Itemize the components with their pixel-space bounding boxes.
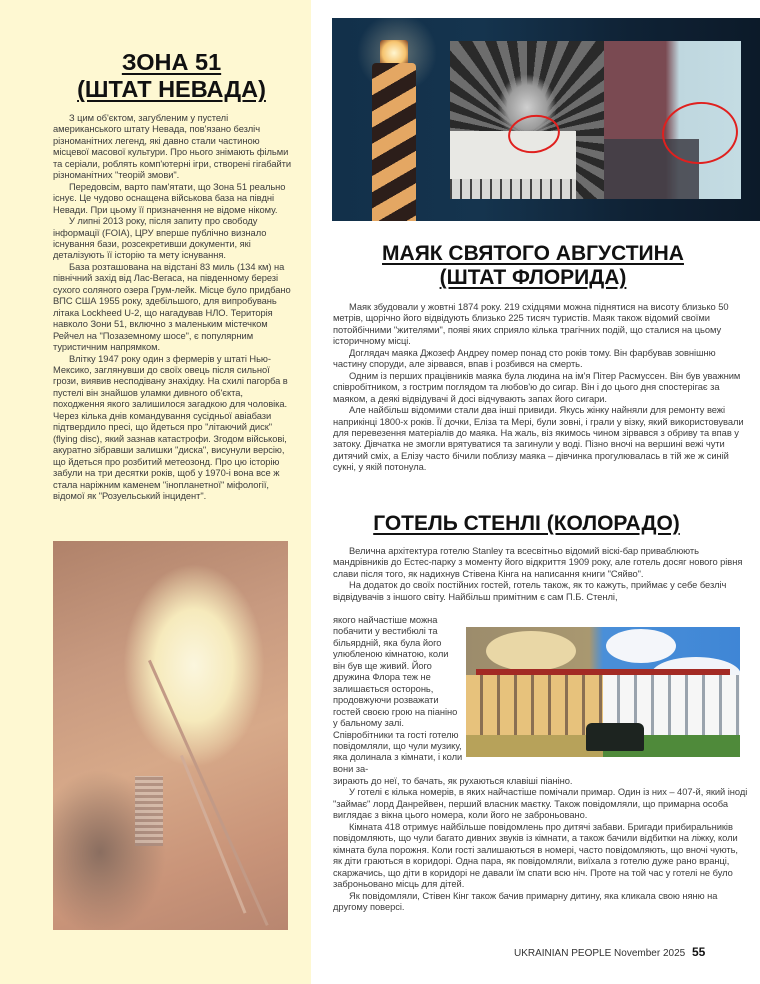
lighthouse-banner-image (332, 18, 760, 221)
lighthouse-heading-line1: МАЯК СВЯТОГО АВГУСТИНА (382, 242, 684, 265)
stanley-paragraph: Кімната 418 отримує найбільше повідомлень про дитячі забави. Бригади прибиральників повідомляють, що чули багато дивних звуків із кімнати, а також бачили відбитки на ліжку, коли кімната була порожня. Коли гості залишаються в номері, часто повідомляють, що вночі чують, як діти граються в коридорі. Одна пара, як повідомляли, виїхала з готелю дуже рано вранці, скаржачись, що діти в коридорі не давали їм спати всю ніч. Проте на той час у готелі не було заброньовано місць для дітей. (333, 821, 738, 890)
runway-shape (148, 660, 269, 926)
lawn-sepia (466, 735, 603, 757)
area51-heading-line1: ЗОНА 51 (121, 49, 222, 75)
area51-article-text (53, 113, 293, 502)
lighthouse-paragraph: Одним із перших працівників маяка була людина на ім'я Пітер Расмуссен. Він був уважним співробітником, з гострим поглядом та любов'ю до сигар. Він і до цього дня спостерігає за маяком, а деякі відвідувачі й досі відчувають запах його сигари. (333, 370, 741, 404)
stanley-intro-text (333, 546, 748, 603)
cloud-shape (486, 631, 576, 671)
lighthouse-heading-line2: (ШТАТ ФЛОРИДА) (439, 266, 627, 290)
stanley-paragraph: У готелі є кілька номерів, в яких найчастіше помічали примар. Один із них – 407-й, який іноді "займає" лорд Данрейвен, перший власник маєтку. Також повідомляли, що примарна особа виглядає з вікна цього номера, коли його не заброньовано. (333, 787, 748, 821)
stanley-narrow-text (333, 615, 463, 775)
lighthouse-paragraph: Доглядач маяка Джозеф Андреу помер понад сто років тому. Він фарбував зовнішню частину споруди, але зірвався, впав і розбився на смерть. (333, 347, 716, 370)
lighthouse-paragraph: Але найбільш відомими стали два інші привиди. Якусь жінку найняли для ремонту вежі наприкінці 1800-х років. Її дочки, Еліза та Мері, були зовні, і грали у візку, який використовували для перевезення матеріалів до маяка. На жаль, віз якимось чином зірвався з обриву та впав у затоку. Дівчатка не змогли врятуватися та загинули у воді. Пізно вночі на вершині вежі чути дитячий сміх, а Елізу часто бічили поблизу маяка – дівчинка прогулювалась в тій же ж синій сукні, у якій потонула. (333, 405, 744, 473)
stanley-paragraph: Велична архітектура готелю Stanley та всесвітньо відомий віскі-бар приваблюють мандрівників до Естес-парку з моменту його відкриття 1909 року, але готель досяг нового рівня слави після того, як надихнув Стівена Кінга на написання книги "Сяйво". (333, 546, 743, 579)
stanley-paragraph-end: зирають до неї, то бачать, як рухаються клавіші піаніно. (333, 776, 573, 786)
stair-railing (450, 179, 576, 199)
base-buildings-shape (135, 776, 163, 846)
stanley-heading-text: ГОТЕЛЬ СТЕНЛІ (КОЛОРАДО) (373, 512, 680, 535)
lighthouse-article-text (333, 302, 748, 474)
vintage-car (586, 723, 644, 751)
stanley-paragraph: Як повідомляли, Стівен Кінг також бачив примарну дитину, яка кликала свою няню на другому поверсі. (333, 890, 718, 912)
area51-heading (53, 49, 290, 104)
page-footer (514, 945, 734, 959)
stanley-paragraph: На додаток до своїх постійних гостей, готель також, як то кажуть, приймає у себе безліч відвідувачів з іншого світу. Найбільш примітним є сам П.Б. Стенлі, (333, 580, 727, 602)
area51-paragraph: Передовсім, варто пам'ятати, що Зона 51 реально існує. Це чудово оснащена військова база на півдні Невади. При цьому її призначення не відоме нікому. (53, 181, 286, 215)
area51-paragraph: База розташована на відстані 83 миль (134 км) на північний захід від Лас-Вегаса, на південному березі сухого соляного озера Грум-лейк. Місце було придбано ВПС США 1955 року, здебільшого, для випробувань літака Lockheed U-2, що нагадував НЛО. Територія навколо Зони 51, включно з маленьким містечком Рейчел на "Позаземному шосе", є популярним туристичним напрямком. (53, 261, 291, 353)
stanley-heading (333, 512, 720, 536)
lighthouse-tower (372, 63, 416, 221)
area51-satellite-image (53, 541, 288, 930)
magazine-name: UKRAINIAN PEOPLE (514, 948, 612, 959)
stanley-hotel-image (466, 627, 740, 757)
page-number: 55 (691, 945, 706, 959)
stanley-continued-text (333, 776, 748, 913)
area51-paragraph: Влітку 1947 року один з фермерів у штаті Нью-Мексико, заглянувши до своїх овець після сильної грози, виявив несподівану знахідку. На схилі пагорба в пустелі він знайшов уламки дивного об'єкта, походження якого залишилося загадкою для чоловіка. Через кілька днів командування сусідньої авіабази підтвердило пресі, що йдеться про "літаючий диск" (flying disc), який зазнав катастрофи. Згодом військові, акуратно зібравши залишки "диска", висунули версію, що йдеться про розбитий метеозонд. Про цю історію забули на три десятки років, щоб у 1970-і вона все ж стала наріжним каменем "інопланетної" міфології, відомої як "Розуельський інцидент". (53, 353, 288, 501)
lighthouse-paragraph: Маяк збудовали у жовтні 1874 року. 219 східцями можна піднятися на висоту близько 50 метрів, щорічно його відвідують близько 225 тисяч туристів. Маяк також відомий своїми потойбічними "жителями", появі яких сприяло кілька трагічних подій, що сталися на цьому історичному місці. (333, 302, 729, 347)
area51-paragraph: З цим об'єктом, загубленим у пустелі американського штату Невада, пов'язано безліч різноманітних легенд, які давно стали частиною місцевої масової культури. Про нього знімають фільми та серіали, роблять комп'ютерні ігри, створені гігабайти різноманітних "теорій змови". (53, 113, 292, 181)
area51-paragraph: У липні 2013 року, після запиту про свободу інформації (FOIA), ЦРУ вперше публічно визнало існування бази, розсекретивши документи, які деталізують її історію та мету існування. (53, 216, 267, 261)
lighthouse-heading (348, 242, 718, 291)
area51-heading-line2: (ШТАТ НЕВАДА) (77, 76, 266, 103)
cloud-shape (606, 629, 676, 663)
issue-date: November 2025 (614, 948, 686, 959)
hotel-building-sepia (466, 675, 603, 735)
stanley-paragraph-continued: якого найчастіше можна побачити у вестибюлі та більярдній, яка була його улюбленою кімнатою, коли він був ще живий. Його дружина Флора теж не залишається осторонь, продовжуючи розважати гостей своєю грою на піаніно у бальному залі. Співробітники та гості готелю повідомляли, що чули музику, яка долинала з кімнати, і коли вони за- (333, 615, 463, 774)
runway-shape (180, 755, 246, 914)
